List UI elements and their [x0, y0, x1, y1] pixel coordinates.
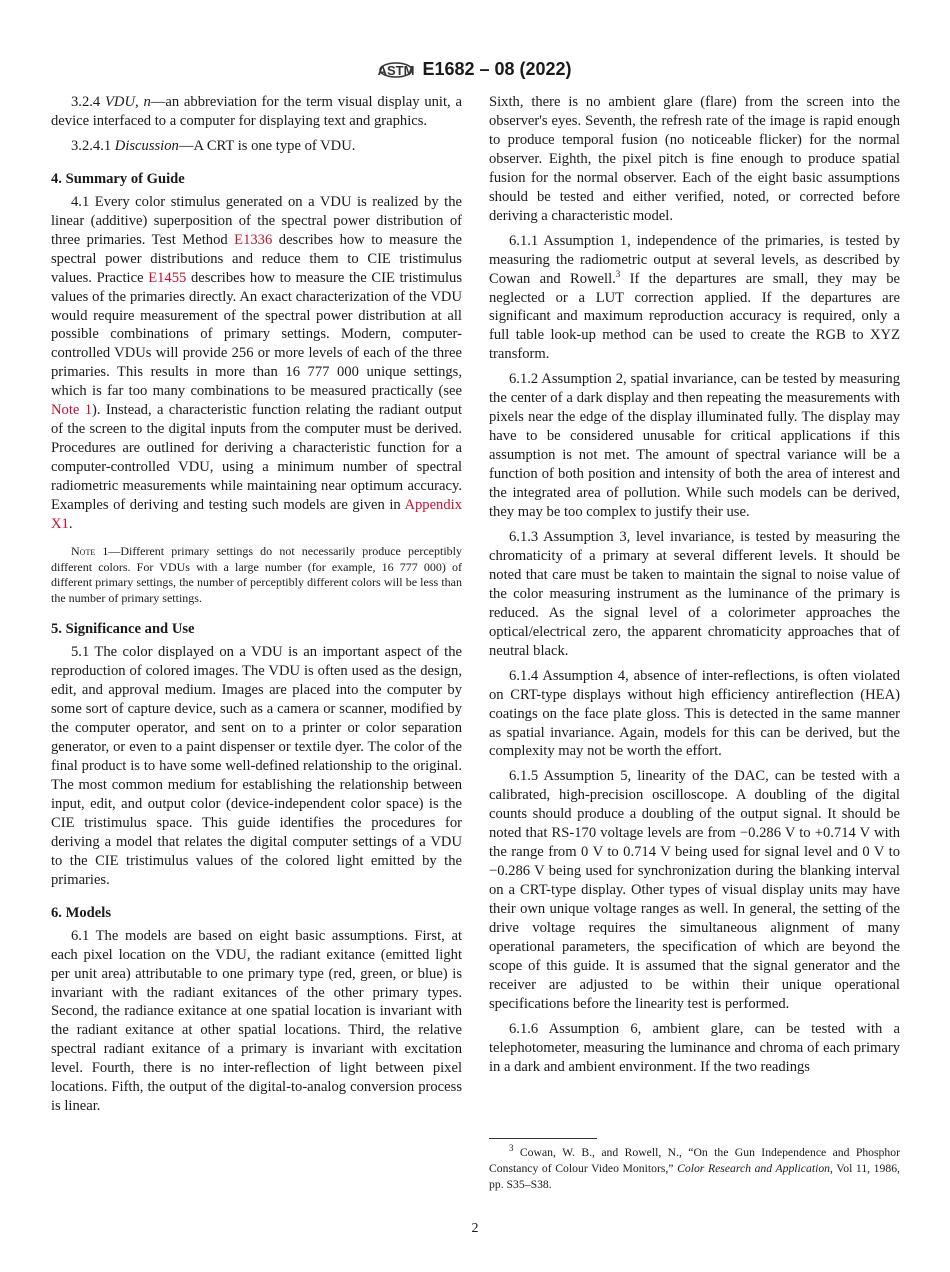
right-column: [489, 93, 900, 1077]
text-run: 3.2.4: [71, 94, 105, 110]
footnote-divider: [489, 1138, 597, 1139]
footnote-marker: 3: [615, 268, 621, 279]
text-run: , Vol 11, 1986, pp. S35–S38.: [489, 1162, 900, 1191]
text-run: 6.1.3 Assumption 3, level invariance, is tested by measuring the chromaticity of a primary at several different levels. It should be noted that care must be taken to maintain the signal to noise value of the color measuring instrument as the luminance of the primary is reduced. As the signal level of a colorimeter approaches the optical/electrical zero, the apparent chromaticity approaches that of neutral black.: [489, 528, 900, 659]
text-run: —A CRT is one type of VDU.: [178, 137, 356, 154]
note: [51, 544, 462, 606]
text-run: 6.1.5 Assumption 5, linearity of the DAC, can be tested with a calibrated, high-precision oscilloscope. A doubling of the digital counts should produce a doubling of the output signal. It should be noted that RS-170 voltage levels are from −0.286 V to +0.714 V with the range from 0 V to 0.714 V being used for signal level and 0 V to −0.286 V being used for synchronization during the blanking interval on a CRT-type display. Other types of visual display units may have their own unique voltage ranges as well. In general, the setting of the drive voltage requires the simultaneous alignment of many operational parameters, the specification of which are beyond the scope of this guide. It is assumed that the signal generator and the receiver are adjusted to be within their unique operational specifications before the linearity test is performed.: [489, 768, 900, 1012]
footnote-3: [489, 1145, 900, 1193]
paragraph: [489, 370, 900, 522]
cross-reference-link[interactable]: Note 1: [51, 402, 92, 419]
svg-text:ASTM: ASTM: [378, 63, 415, 78]
left-column: [51, 93, 462, 1116]
section-heading: [51, 620, 462, 639]
paragraph: [489, 1020, 900, 1077]
text-run: 4. Summary of Guide: [51, 170, 185, 187]
text-run: 6.1 The models are based on eight basic assumptions. First, at each pixel location on the VDU, the radiant exitance (emitted light per unit area) attributable to one primary type (red, green, or blue) is invariant with the radiant exitances of the other primary types. Second, the radiance exitance at one spatial location is invariant with the radiant exitance at other spatial locations. Third, the relative spectral radiant exitance of a primary is invariant with excitation level. Fourth, there is no inter-reflection of light between pixel locations. Fifth, the output of the digital-to-analog conversion process is linear.: [51, 927, 462, 1115]
text-run: describes how to measure the CIE tristimulus values of the primaries directly. An exact characterization of the VDU would require measurement of the spectral power distribution at all possible combinations of primary settings. Modern, computer-controlled VDUs will provide 256 or more levels of each of the three primaries. This results in more than 16 777 000 unique settings, which is far too many combinations to be measured practically (see: [51, 269, 462, 400]
text-run: 6.1.1 Assumption 1, independence of the primaries, is tested by measuring the radiometric output at several levels, as described by Cowan and Rowell.: [489, 232, 900, 287]
text-run: 3.2.4.1: [71, 137, 115, 154]
note-label: Note 1: [71, 543, 109, 558]
paragraph: [489, 667, 900, 762]
paragraph: [489, 528, 900, 661]
text-run: 4.1 Every color stimulus generated on a VDU is realized by the linear (additive) superposition of the spectral power distribution of three primaries. Test Method: [51, 193, 462, 248]
text-run: Sixth, there is no ambient glare (flare) from the screen into the observer's eyes. Seventh, the refresh rate of the image is rapid enough to produce temporal fusion (no noticeable flicker) for the normal observer. Eighth, the pixel pitch is fine enough to produce spatial fusion for the normal observer. Each of the eight basic assumptions should be tested and either verified, noted, or corrected before deriving a characteristic model.: [489, 94, 900, 224]
italic-text: Color Research and Application: [677, 1162, 831, 1175]
text-run: —an abbreviation for the term visual display unit, a device interfaced to a computer for displaying text and graphics.: [51, 94, 462, 129]
text-run: 5.1 The color displayed on a VDU is an important aspect of the reproduction of colored images. The VDU is often used as the design, edit, and approval medium. Images are placed into the computer by some sort of capture device, such as a camera or scanner, modified by the computer operator, and sent on to a printer or color separation generator, or even to a paint dispenser or textile dyer. The color of the final product is to have some well-defined relationship to the original. The most common medium for establishing the relationship between input, edit, and output color (device-independent color space) is the CIE tristimulus space. This guide identifies the procedures for deriving a model that relates the digital computer settings of a VDU to the CIE tristimulus values of the colored light emitted by the primaries.: [51, 644, 462, 888]
cross-reference-link[interactable]: E1336: [234, 231, 273, 248]
text-run: Cowan, W. B., and Rowell, N., “On the Gun Independence and Phosphor Constancy of Colour Video Monitors,”: [489, 1146, 900, 1175]
section-heading: [51, 904, 462, 923]
paragraph: [489, 93, 900, 226]
page-header: [0, 56, 950, 82]
cross-reference-link[interactable]: Appendix X1: [51, 497, 462, 533]
text-run: ). Instead, a characteristic function relating the radiant output of the screen to the digital inputs from the computer must be derived. Procedures are outlined for deriving a characteristic function for a computer-controlled VDU, using a minimum number of spectral radiometric measurements while maintaining near optimum accuracy. Examples of deriving and testing such models are given in: [51, 402, 462, 514]
text-run: 5. Significance and Use: [51, 621, 195, 638]
italic-text: VDU, n: [105, 94, 151, 110]
paragraph: [51, 643, 462, 889]
cross-reference-link[interactable]: E1455: [148, 269, 187, 286]
text-run: describes how to measure the spectral power distributions and reduce them to CIE tristimulus values. Practice: [51, 231, 463, 286]
text-run: 6.1.4 Assumption 4, absence of inter-reflections, is often violated on CRT-type displays without high efficiency antireflection (HEA) coatings on the face plate gloss. This is detected in the same manner as spatial invariance. Again, models for this can be derived, but the complexity may not be worth the effort.: [489, 667, 900, 760]
section-heading: [51, 170, 462, 189]
text-run: 6. Models: [51, 904, 111, 921]
paragraph: [51, 193, 462, 534]
text-run: 6.1.6 Assumption 6, ambient glare, can be tested with a telephotometer, measuring the luminance and chroma of each primary in a dark and ambient environment. If the two readings: [489, 1020, 900, 1075]
paragraph: [489, 232, 900, 365]
footnote-marker: 3: [509, 1143, 514, 1154]
text-run: 6.1.2 Assumption 2, spatial invariance, can be tested by measuring the center of a dark display and then repeating the measurements with pixels near the edge of the display illuminated fully. The display may have to be considered unusable for critical applications if this assumption is not met. The amount of spectral variance will be a function of both position and intensity of both the area of interest and the integrated area of pollution. While such models can be derived, they may be too complex to justify their use.: [489, 371, 900, 521]
astm-logo-icon: [378, 56, 414, 82]
paragraph: [51, 93, 462, 131]
page-number: 2: [471, 1221, 479, 1236]
paragraph: [489, 767, 900, 1013]
text-run: .: [68, 516, 73, 533]
document-designation: E1682 – 08 (2022): [422, 58, 572, 79]
italic-text: Discussion: [114, 137, 179, 154]
paragraph: [51, 137, 462, 156]
paragraph: [51, 927, 462, 1117]
text-run: —Different primary settings do not necessarily produce perceptibly different colors. For VDUs with a large number (for example, 16 777 000) of different primary settings, the number of perceptibly different colors will be less than the number of primary settings.: [51, 543, 462, 605]
text-run: If the departures are small, they may be neglected or a LUT correction applied. If the departures are significant and maximum reproduction accuracy is required, only a full table look-up method can be used to create the RGB to XYZ transform.: [489, 270, 900, 363]
